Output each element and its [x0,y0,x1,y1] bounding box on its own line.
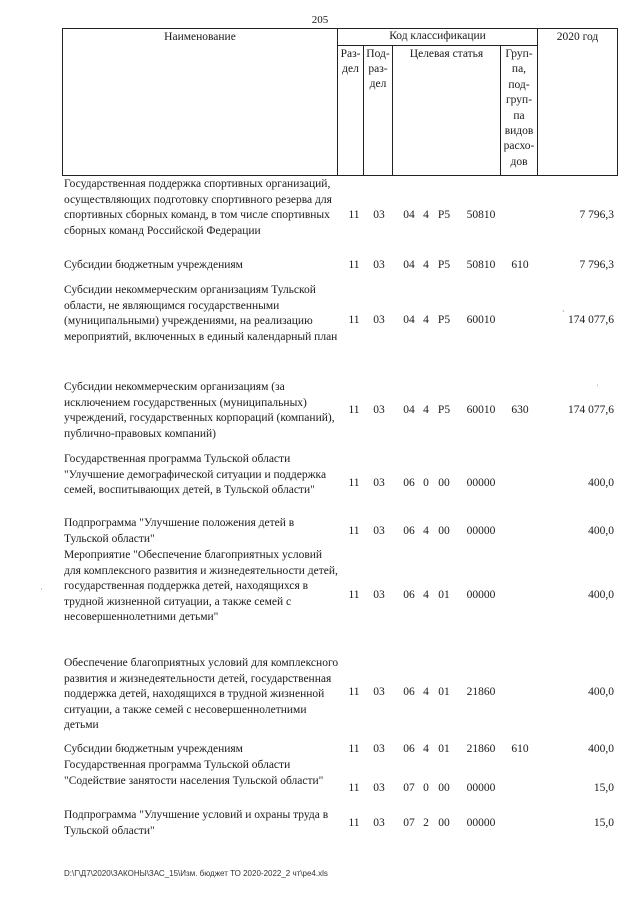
cell-target-event: Р5 [437,314,451,326]
cell-target-event: 01 [438,743,450,755]
cell-target-direction: 21860 [466,686,496,698]
cell-razdel: 11 [348,686,360,698]
page-number: 205 [311,14,329,26]
cell-amount: 174 077,6 [568,314,614,326]
row-name: Подпрограмма "Улучшение условий и охраны труда в Тульской области" [64,809,329,837]
cell-target-event: 00 [438,477,450,489]
row-name: Субсидии бюджетным учреждениям [64,259,243,271]
row-name: Подпрограмма "Улучшение положения детей в Тульской области" [64,517,295,545]
scan-speck: ˎ [562,302,565,312]
header-classification: Код классификации [337,28,538,46]
cell-razdel: 11 [348,477,360,489]
cell-target-event: 01 [438,589,450,601]
cell-razdel: 11 [348,782,360,794]
cell-podrazdel: 03 [373,743,385,755]
row-name: Субсидии некоммерческим организациям Тульской области, не являющимся государственными (муниципальными) учреждениями, на реализацию мероприятий, включенных в единый календарный план [64,284,338,343]
cell-target-subprogram: 4 [423,259,429,271]
header-razdel: Раз- дел [337,45,364,176]
row-name: Государственная поддержка спортивных организаций, осуществляющих подготовку спортивного резерва для спортивных сборных команд, в том числе спортивных сборных команд Российской Федерации [64,178,332,237]
cell-podrazdel: 03 [373,782,385,794]
cell-podrazdel: 03 [373,209,385,221]
cell-amount: 15,0 [593,782,614,794]
cell-target-direction: 00000 [466,782,496,794]
cell-target-program: 07 [403,782,415,794]
cell-podrazdel: 03 [373,525,385,537]
file-path-footer: D:\Г\Д7\2020\ЗАКОНЫ\ЗАС_15\Изм. бюджет ТО 2020-2022_2 чт\ре4.xls [64,869,328,878]
cell-amount: 7 796,3 [579,259,614,271]
cell-target-program: 06 [403,525,415,537]
cell-target-subprogram: 2 [423,817,429,829]
row-name: Государственная программа Тульской области "Содействие занятости населения Тульской области" [64,759,324,787]
cell-amount: 7 796,3 [579,209,614,221]
cell-target-subprogram: 4 [423,209,429,221]
cell-expense-type: 630 [511,404,529,416]
cell-target-program: 06 [403,686,415,698]
cell-target-program: 06 [403,743,415,755]
header-name: Наименование [62,28,338,176]
cell-razdel: 11 [348,817,360,829]
cell-target-program: 06 [403,589,415,601]
cell-razdel: 11 [348,589,360,601]
row-name: Мероприятие "Обеспечение благоприятных условий для комплексного развития и жизнедеятельности детей, государственная поддержка детей, находящихся в трудной жизненной ситуации, а также семей с несовершеннолетними детьми" [64,549,338,624]
cell-target-subprogram: 4 [423,686,429,698]
cell-target-event: Р5 [437,259,451,271]
scan-speck: ˈ [596,383,599,393]
cell-target-program: 06 [403,477,415,489]
cell-target-event: 00 [438,817,450,829]
cell-razdel: 11 [348,209,360,221]
cell-target-subprogram: 4 [423,404,429,416]
cell-target-subprogram: 4 [423,589,429,601]
cell-amount: 400,0 [588,743,614,755]
cell-podrazdel: 03 [373,259,385,271]
cell-target-direction: 00000 [466,525,496,537]
cell-podrazdel: 03 [373,477,385,489]
cell-podrazdel: 03 [373,817,385,829]
cell-target-direction: 00000 [466,817,496,829]
header-target: Целевая статья [392,45,501,176]
cell-target-subprogram: 4 [423,743,429,755]
cell-podrazdel: 03 [373,314,385,326]
row-name: Обеспечение благоприятных условий для комплексного развития и жизнедеятельности детей, государственная поддержка детей, находящихся в трудной жизненной ситуации, а также семей с несовершеннолетними детьми [64,657,339,732]
cell-amount: 400,0 [588,589,614,601]
cell-podrazdel: 03 [373,686,385,698]
table-header [62,28,618,176]
cell-target-program: 04 [403,259,415,271]
cell-amount: 400,0 [588,477,614,489]
cell-target-direction: 60010 [466,314,496,326]
cell-target-program: 07 [403,817,415,829]
cell-target-direction: 60010 [466,404,496,416]
row-name: Субсидии некоммерческим организациям (за исключением государственных (муниципальных) учреждений, государственных корпораций (компаний), публично-правовых компаний) [64,381,335,440]
header-podrazdel: Под- раз- дел [363,45,393,176]
cell-target-direction: 00000 [466,589,496,601]
cell-amount: 174 077,6 [568,404,614,416]
cell-target-event: Р5 [437,404,451,416]
cell-expense-type: 610 [511,259,529,271]
cell-target-program: 04 [403,209,415,221]
cell-target-subprogram: 0 [423,782,429,794]
row-name: Государственная программа Тульской области "Улучшение демографической ситуации и поддержка семей, воспитывающих детей, в Тульской области" [64,453,327,497]
header-year: 2020 год [537,28,618,176]
cell-target-event: 01 [438,686,450,698]
row-name: Субсидии бюджетным учреждениям [64,743,243,755]
cell-target-subprogram: 4 [423,314,429,326]
cell-target-direction: 00000 [466,477,496,489]
cell-razdel: 11 [348,525,360,537]
cell-target-event: 00 [438,525,450,537]
cell-razdel: 11 [348,259,360,271]
cell-target-direction: 21860 [466,743,496,755]
cell-target-direction: 50810 [466,209,496,221]
cell-expense-type: 610 [511,743,529,755]
cell-target-event: 00 [438,782,450,794]
cell-amount: 400,0 [588,525,614,537]
cell-target-subprogram: 4 [423,525,429,537]
cell-target-direction: 50810 [466,259,496,271]
header-vid: Груп- па, под- груп- па видов расхо- дов [500,45,538,176]
cell-razdel: 11 [348,314,360,326]
cell-target-program: 04 [403,404,415,416]
cell-target-event: Р5 [437,209,451,221]
cell-podrazdel: 03 [373,589,385,601]
scan-speck: ˌ [40,580,43,590]
cell-amount: 400,0 [588,686,614,698]
cell-podrazdel: 03 [373,404,385,416]
cell-target-program: 04 [403,314,415,326]
cell-razdel: 11 [348,404,360,416]
cell-target-subprogram: 0 [423,477,429,489]
cell-amount: 15,0 [593,817,614,829]
cell-razdel: 11 [348,743,360,755]
